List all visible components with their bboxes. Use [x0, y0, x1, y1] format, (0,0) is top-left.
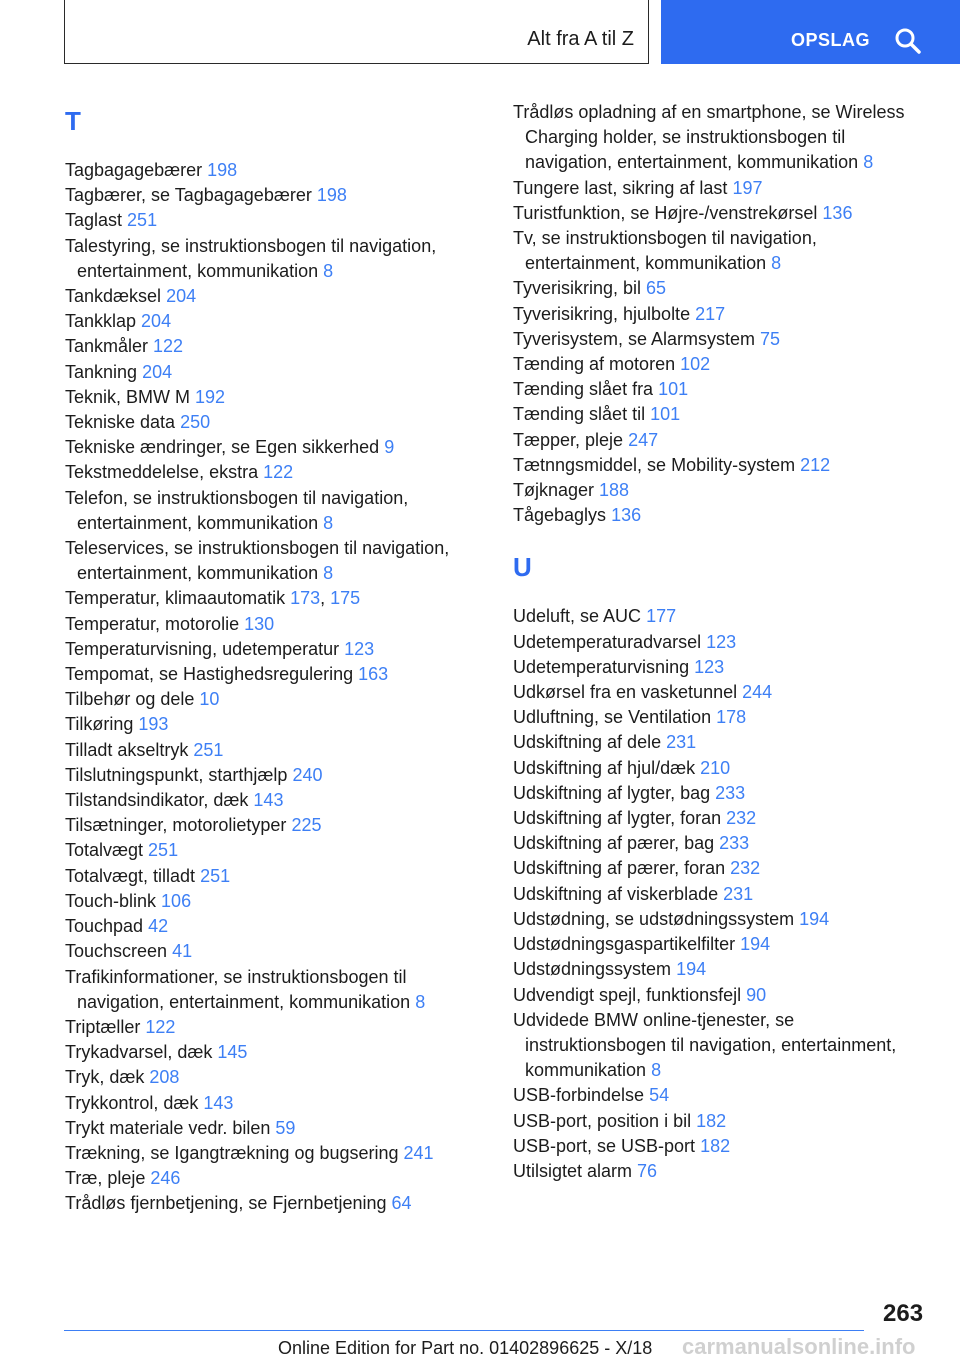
index-entry-text: Tagbærer, se Tagbagagebærer [65, 185, 317, 206]
section-title: Alt fra A til Z [527, 28, 634, 50]
index-entry [513, 176, 933, 201]
page-reference-link[interactable]: 145 [217, 1042, 248, 1063]
page-reference-link[interactable]: 182 [700, 1135, 731, 1156]
index-entry [65, 687, 485, 712]
index-entry-text: Temperatur, klimaautomatik [65, 588, 291, 609]
index-entry [513, 907, 933, 932]
page-reference-link[interactable]: 8 [415, 991, 426, 1012]
page-reference-link[interactable]: 123 [344, 638, 375, 659]
index-entry [513, 957, 933, 982]
index-entry [513, 630, 933, 655]
index-entry-text: Udskiftning af lygter, bag [513, 782, 716, 803]
index-entry-text: USB-port, position i bil [513, 1110, 697, 1131]
page-reference-link[interactable]: 217 [695, 303, 726, 324]
page-reference-link[interactable]: 194 [740, 934, 771, 955]
page-reference-link[interactable]: 251 [200, 865, 231, 886]
index-entry [513, 503, 933, 528]
index-entry [65, 334, 485, 359]
index-entry [513, 352, 933, 377]
index-entry-text: Tilsætninger, motorolietyper [65, 815, 292, 836]
page-reference-link[interactable]: 123 [694, 656, 725, 677]
index-entry [513, 402, 933, 427]
index-entry-text: Tekniske ændringer, se Egen sikkerhed [65, 437, 385, 458]
index-entry-list [513, 604, 933, 1184]
index-entry-text: Tænding slået fra [513, 379, 659, 400]
index-entry [513, 453, 933, 478]
index-entry [65, 1191, 485, 1216]
page-reference-link[interactable]: 246 [150, 1168, 181, 1189]
page-reference-link[interactable]: 8 [863, 152, 874, 173]
index-entry-list [65, 158, 485, 1217]
index-entry [65, 612, 485, 637]
page-reference-link[interactable]: 101 [658, 379, 689, 400]
index-entry [513, 655, 933, 680]
index-entry [65, 435, 485, 460]
index-entry [513, 831, 933, 856]
index-entry-text: Udkørsel fra en vasketunnel [513, 682, 743, 703]
page-reference-link[interactable]: 178 [716, 707, 747, 728]
index-entry [513, 604, 933, 629]
lookup-tab[interactable] [661, 0, 960, 64]
page-reference-link[interactable]: 8 [323, 563, 334, 584]
index-entry [513, 1134, 933, 1159]
index-entry [513, 1083, 933, 1108]
page-reference-separator: , [320, 588, 331, 609]
index-entry [65, 1116, 485, 1141]
page-reference-link[interactable]: 241 [403, 1142, 434, 1163]
page-reference-link[interactable]: 122 [263, 462, 294, 483]
page-reference-link[interactable]: 8 [323, 260, 334, 281]
index-entry [65, 1065, 485, 1090]
page-reference-link[interactable]: 251 [127, 210, 158, 231]
page-reference-link[interactable]: 41 [172, 941, 193, 962]
index-entry-text: Teleservices, se instruktionsbogen til navigation, entertainment, kommunikation [65, 538, 450, 584]
index-entry [513, 276, 933, 301]
index-entry-text: Talestyring, se instruktionsbogen til navigation, entertainment, kommunikation [65, 235, 437, 281]
page-reference-link[interactable]: 59 [275, 1117, 296, 1138]
page-reference-link[interactable]: 194 [799, 908, 830, 929]
index-entry-text: Tøjknager [513, 480, 600, 501]
index-entry-text: Utilsigtet alarm [513, 1160, 638, 1181]
index-entry-text: Tankning [65, 361, 143, 382]
index-entry [65, 788, 485, 813]
header-section-box [64, 0, 649, 64]
page-reference-link[interactable]: 250 [180, 412, 211, 433]
index-entry-text: Tilkøring [65, 714, 139, 735]
page-reference-link[interactable]: 76 [637, 1160, 658, 1181]
page-reference-link[interactable]: 194 [676, 959, 707, 980]
index-entry-text: Udskiftning af lygter, foran [513, 808, 727, 829]
page-reference-link[interactable]: 143 [253, 790, 284, 811]
index-entry-text: Turistfunktion, se Højre-/venstrekørsel [513, 202, 823, 223]
page-reference-link[interactable]: 225 [291, 815, 322, 836]
page-reference-link[interactable]: 173 [290, 588, 321, 609]
watermark: carmanualsonline.info [682, 1334, 916, 1359]
index-entry [513, 377, 933, 402]
index-entry [65, 838, 485, 863]
index-entry-text: Tænding af motoren [513, 354, 681, 375]
index-entry-text: Udskiftning af pærer, bag [513, 833, 720, 854]
index-entry [65, 939, 485, 964]
index-entry-text: Teknik, BMW M [65, 386, 196, 407]
index-entry [513, 983, 933, 1008]
index-entry-text: Udstødningssystem [513, 959, 677, 980]
page-reference-link[interactable]: 212 [800, 454, 831, 475]
index-entry [513, 201, 933, 226]
index-entry-text: Tyverisikring, bil [513, 278, 647, 299]
page-reference-link[interactable]: 175 [330, 588, 361, 609]
index-entry-text: Triptæller [65, 1016, 146, 1037]
index-column-left [65, 100, 485, 1217]
page-reference-link[interactable]: 208 [149, 1067, 180, 1088]
page-reference-link[interactable]: 251 [193, 739, 224, 760]
index-entry-text: USB-port, se USB-port [513, 1135, 701, 1156]
page-reference-link[interactable]: 136 [611, 505, 642, 526]
page-reference-link[interactable]: 233 [719, 833, 750, 854]
index-entry [513, 781, 933, 806]
page-reference-link[interactable]: 244 [742, 682, 773, 703]
index-entry-text: Tankklap [65, 311, 142, 332]
index-entry [65, 914, 485, 939]
page-reference-link[interactable]: 177 [646, 606, 677, 627]
page-reference-link[interactable]: 198 [316, 185, 347, 206]
index-entry [513, 680, 933, 705]
index-letter-heading: T [65, 106, 81, 136]
index-entry-text: Udskiftning af viskerblade [513, 883, 724, 904]
index-entry-text: Tyverisystem, se Alarmsystem [513, 328, 761, 349]
page-reference-link[interactable]: 251 [148, 840, 179, 861]
edition-note: Online Edition for Part no. 01402896625 - X/18 [278, 1338, 653, 1358]
index-entry [513, 1109, 933, 1134]
page-reference-link[interactable]: 232 [730, 858, 761, 879]
index-entry-text: Trykadvarsel, dæk [65, 1042, 218, 1063]
page-reference-link[interactable]: 102 [680, 354, 711, 375]
index-entry [65, 284, 485, 309]
index-entry [65, 1091, 485, 1116]
index-entry [65, 410, 485, 435]
index-entry-text: Trykkontrol, dæk [65, 1092, 204, 1113]
page-reference-link[interactable]: 54 [649, 1085, 670, 1106]
page-reference-link[interactable]: 231 [723, 883, 754, 904]
page-reference-link[interactable]: 197 [732, 177, 763, 198]
index-entry [65, 586, 485, 611]
page-reference-link[interactable]: 9 [384, 437, 395, 458]
index-entry-text: Udskiftning af pærer, foran [513, 858, 731, 879]
index-entry [65, 1040, 485, 1065]
index-entry-text: Udvendigt spejl, funktionsfejl [513, 984, 747, 1005]
page-reference-link[interactable]: 75 [760, 328, 781, 349]
index-entry-text: Tankmåler [65, 336, 154, 357]
index-entry-text: Telefon, se instruktionsbogen til navigation, entertainment, kommunikation [65, 487, 409, 533]
index-entry [65, 208, 485, 233]
index-entry-text: Trafikinformationer, se instruktionsbogen til navigation, entertainment, kommunikation [65, 966, 416, 1012]
page-reference-link[interactable]: 136 [822, 202, 853, 223]
index-entry-text: Tågebaglys [513, 505, 612, 526]
index-entry-text: Touchscreen [65, 941, 173, 962]
index-entry-text: Tætnngsmiddel, se Mobility-system [513, 454, 801, 475]
index-column-right [513, 100, 933, 1184]
index-entry [65, 1166, 485, 1191]
index-entry [513, 932, 933, 957]
index-entry-text: USB-forbindelse [513, 1085, 650, 1106]
index-entry-text: Tæpper, pleje [513, 429, 629, 450]
index-entry [513, 1159, 933, 1184]
page-reference-link[interactable]: 231 [666, 732, 697, 753]
page-reference-link[interactable]: 65 [646, 278, 667, 299]
index-entry-text: Udluftning, se Ventilation [513, 707, 717, 728]
index-entry-text: Tilbehør og dele [65, 689, 200, 710]
index-entry-text: Trykt materiale vedr. bilen [65, 1117, 276, 1138]
index-entry-text: Udetemperaturvisning [513, 656, 695, 677]
index-entry [65, 889, 485, 914]
index-entry [513, 428, 933, 453]
index-entry [65, 1141, 485, 1166]
page-reference-link[interactable]: 163 [358, 664, 389, 685]
index-entry-text: Tempomat, se Hastighedsregulering [65, 664, 359, 685]
index-entry-text: Tyverisikring, hjulbolte [513, 303, 696, 324]
index-entry [513, 1008, 933, 1084]
index-entry-text: Udstødningsgaspartikelfilter [513, 934, 741, 955]
index-entry-text: Tilladt akseltryk [65, 739, 194, 760]
index-entry [513, 882, 933, 907]
index-entry-text: Tilslutningspunkt, starthjælp [65, 764, 293, 785]
index-entry-text: Taglast [65, 210, 128, 231]
page-reference-link[interactable]: 10 [199, 689, 220, 710]
index-entry [65, 637, 485, 662]
index-entry [513, 756, 933, 781]
index-entry-text: Trådløs opladning af en smartphone, se Wireless Charging holder, se instruktionsbogen til navigation, entertainment, kommunikation [513, 102, 905, 173]
index-letter-heading: U [513, 552, 532, 583]
index-entry [513, 730, 933, 755]
index-entry [65, 234, 485, 284]
page-reference-link[interactable]: 8 [323, 512, 334, 533]
page-reference-link[interactable]: 204 [166, 286, 197, 307]
index-entry-text: Touch-blink [65, 890, 162, 911]
index-entry [65, 183, 485, 208]
index-entry [65, 385, 485, 410]
page-reference-link[interactable]: 182 [696, 1110, 727, 1131]
index-entry-text: Tryk, dæk [65, 1067, 150, 1088]
page-reference-link[interactable]: 198 [207, 160, 238, 180]
page-reference-link[interactable]: 143 [203, 1092, 234, 1113]
index-entry-text: Temperaturvisning, udetemperatur [65, 638, 345, 659]
page-reference-link[interactable]: 101 [650, 404, 681, 425]
index-entry-text: Tekstmeddelelse, ekstra [65, 462, 264, 483]
index-entry-text: Tilstandsindikator, dæk [65, 790, 254, 811]
index-entry-list [513, 100, 933, 528]
index-entry [513, 302, 933, 327]
index-entry-text: Tankdæksel [65, 286, 167, 307]
search-icon [894, 27, 922, 55]
index-entry-text: Trækning, se Igangtrækning og bugsering [65, 1142, 404, 1163]
index-entry [65, 309, 485, 334]
page-reference-link[interactable]: 210 [700, 757, 731, 778]
page-reference-link[interactable]: 204 [142, 361, 173, 382]
index-entry-text: Udskiftning af hjul/dæk [513, 757, 701, 778]
page-reference-link[interactable]: 8 [651, 1060, 662, 1081]
index-entry [65, 864, 485, 889]
index-entry [513, 856, 933, 881]
page-reference-link[interactable]: 122 [153, 336, 184, 357]
lookup-tab-label: OPSLAG [791, 30, 871, 50]
index-entry [65, 965, 485, 1015]
index-entry-text: Totalvægt [65, 840, 149, 861]
page-reference-link[interactable]: 193 [138, 714, 169, 735]
index-entry [65, 738, 485, 763]
index-entry [65, 712, 485, 737]
index-entry [513, 226, 933, 276]
page-number: 263 [883, 1300, 924, 1327]
index-entry-text: Udvidede BMW online-tjenester, se instruktionsbogen til navigation, entertainment, kommunikation [513, 1009, 897, 1081]
page-reference-link[interactable]: 64 [391, 1193, 412, 1214]
index-entry [513, 705, 933, 730]
page-reference-link[interactable]: 8 [771, 253, 782, 274]
index-entry [513, 327, 933, 352]
page-reference-link[interactable]: 123 [706, 631, 737, 652]
index-entry-text: Tænding slået til [513, 404, 651, 425]
footer-divider [64, 1330, 864, 1331]
page-reference-link[interactable]: 192 [195, 386, 226, 407]
page-reference-link[interactable]: 122 [145, 1016, 176, 1037]
index-entry [65, 536, 485, 586]
index-entry [513, 806, 933, 831]
index-entry-text: Tv, se instruktionsbogen til navigation, entertainment, kommunikation [513, 228, 817, 274]
page-reference-link[interactable]: 130 [244, 613, 275, 634]
index-entry [65, 486, 485, 536]
index-entry [65, 158, 485, 183]
page-reference-link[interactable]: 204 [141, 311, 172, 332]
index-entry-text: Tagbagagebærer [65, 160, 208, 180]
index-entry-text: Træ, pleje [65, 1168, 151, 1189]
index-entry [65, 662, 485, 687]
page-reference-link[interactable]: 106 [161, 890, 192, 911]
index-entry [65, 763, 485, 788]
index-entry [65, 813, 485, 838]
index-entry-text: Totalvægt, tilladt [65, 865, 201, 886]
index-entry [65, 360, 485, 385]
index-entry-text: Temperatur, motorolie [65, 613, 245, 634]
index-entry-text: Udeluft, se AUC [513, 606, 647, 627]
page-reference-link[interactable]: 247 [628, 429, 659, 450]
page-reference-link[interactable]: 233 [715, 782, 746, 803]
index-entry [65, 1015, 485, 1040]
index-entry-text: Tungere last, sikring af last [513, 177, 733, 198]
page-reference-link[interactable]: 42 [148, 916, 169, 937]
index-entry-text: Udstødning, se udstødningssystem [513, 908, 800, 929]
page-reference-link[interactable]: 232 [726, 808, 757, 829]
index-entry [513, 100, 933, 176]
index-entry-text: Trådløs fjernbetjening, se Fjernbetjening [65, 1193, 392, 1214]
index-entry [65, 460, 485, 485]
index-entry-text: Touchpad [65, 916, 149, 937]
index-entry-text: Udetemperaturadvarsel [513, 631, 707, 652]
page-reference-link[interactable]: 90 [746, 984, 767, 1005]
index-entry [513, 478, 933, 503]
index-entry-text: Tekniske data [65, 412, 181, 433]
page-reference-link[interactable]: 188 [599, 480, 630, 501]
page-reference-link[interactable]: 240 [292, 764, 323, 785]
index-entry-text: Udskiftning af dele [513, 732, 667, 753]
